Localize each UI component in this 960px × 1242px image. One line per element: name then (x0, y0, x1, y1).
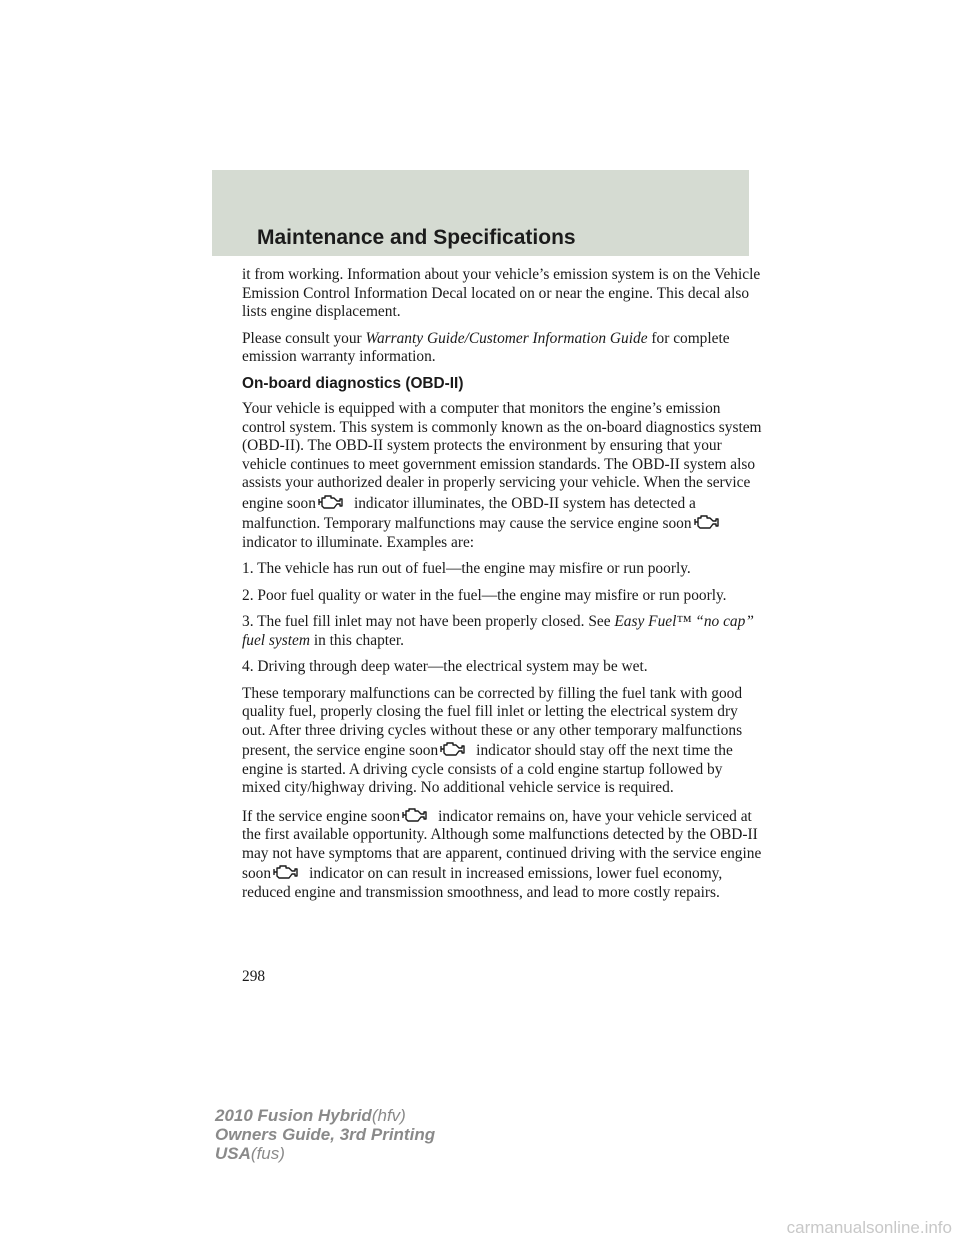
engine-icon (438, 740, 472, 758)
remains-text-1: If the service engine soon (242, 807, 401, 825)
paragraph-warranty (242, 330, 762, 367)
watermark: carmanualsonline.info (786, 1218, 952, 1237)
remains-text-2: indicator remains on, have your vehicle serviced at the first available opportunity. Although some malfunctions detected by the OBD-II may not have symptoms that are apparent, continued driving with the service engine soon (242, 807, 762, 882)
engine-icon (316, 493, 350, 511)
footer-model: 2010 Fusion Hybrid (215, 1106, 372, 1125)
paragraph-indicator-remains-on (242, 806, 762, 903)
remains-text-3: indicator on can result in increased emissions, lower fuel economy, reduced engine and transmission smoothness, and lead to more costly repairs. (242, 865, 723, 901)
warranty-text-start: Please consult your (242, 329, 366, 347)
temp-text-1: These temporary malfunctions can be corrected by filling the fuel tank with good quality fuel, properly closing the fuel fill inlet or letting the electrical system dry out. After three driving cycles without these or any other temporary malfunctions present, the service engine soon (242, 684, 743, 759)
footer-line-2 (215, 1125, 435, 1144)
document-footer (215, 1106, 435, 1163)
footer-model-code: (hfv) (371, 1106, 406, 1125)
list-item-2: 2. Poor fuel quality or water in the fuel—the engine may misfire or run poorly. (242, 586, 727, 604)
item3-text-start: 3. The fuel fill inlet may not have been properly closed. See (242, 613, 615, 630)
engine-icon (692, 513, 726, 531)
footer-line-3 (215, 1144, 435, 1163)
engine-icon (400, 806, 434, 824)
page-number: 298 (242, 968, 266, 985)
obd-text-1: Your vehicle is equipped with a computer that monitors the engine’s emission control system. This system is commonly known as the on-board diagnostics system (OBD-II). The OBD-II system protects the environment by ensuring that your vehicle continues to meet government emission standards. The OBD-II system also assists your authorized dealer in properly servicing your vehicle. When the service engine soon (242, 400, 762, 512)
temp-text-2: indicator should stay off the next time the engine is started. A driving cycle consists of a cold engine startup followed by mixed city/highway driving. No additional vehicle service is required. (242, 742, 733, 796)
obd-heading: On-board diagnostics (OBD-II) (242, 374, 464, 392)
page-content (242, 266, 762, 910)
engine-icon (271, 863, 305, 881)
list-item-4: 4. Driving through deep water—the electrical system may be wet. (242, 658, 648, 675)
section-title: Maintenance and Specifications (257, 226, 576, 249)
paragraph-emission-info: it from working. Information about your vehicle’s emission system is on the Vehicle Emission Control Information Decal located on or near the engine. This decal also lists engine displacement. (242, 266, 761, 320)
footer-line-1 (215, 1106, 435, 1125)
paragraph-temporary-malfunctions (242, 685, 762, 798)
list-item-3 (242, 613, 762, 650)
list-item-1: 1. The vehicle has run out of fuel—the engine may misfire or run poorly. (242, 560, 691, 577)
footer-market-code: (fus) (250, 1144, 285, 1163)
obd-text-2: indicator illuminates, the OBD-II system has detected a malfunction. Temporary malfunctions may cause the service engine soon (242, 494, 696, 532)
warranty-guide-reference: Warranty Guide/Customer Information Guide (365, 329, 648, 347)
footer-market: USA (215, 1144, 251, 1163)
warranty-text-end: for complete emission warranty information. (242, 329, 730, 365)
obd-text-3: indicator to illuminate. Examples are: (242, 533, 475, 551)
section-header-band (212, 170, 749, 256)
paragraph-obd-intro (242, 400, 762, 552)
item3-text-end: in this chapter. (309, 631, 405, 649)
footer-guide-edition: Owners Guide, 3rd Printing (215, 1125, 436, 1144)
easy-fuel-reference: Easy Fuel™ “no cap” fuel system (242, 613, 754, 649)
